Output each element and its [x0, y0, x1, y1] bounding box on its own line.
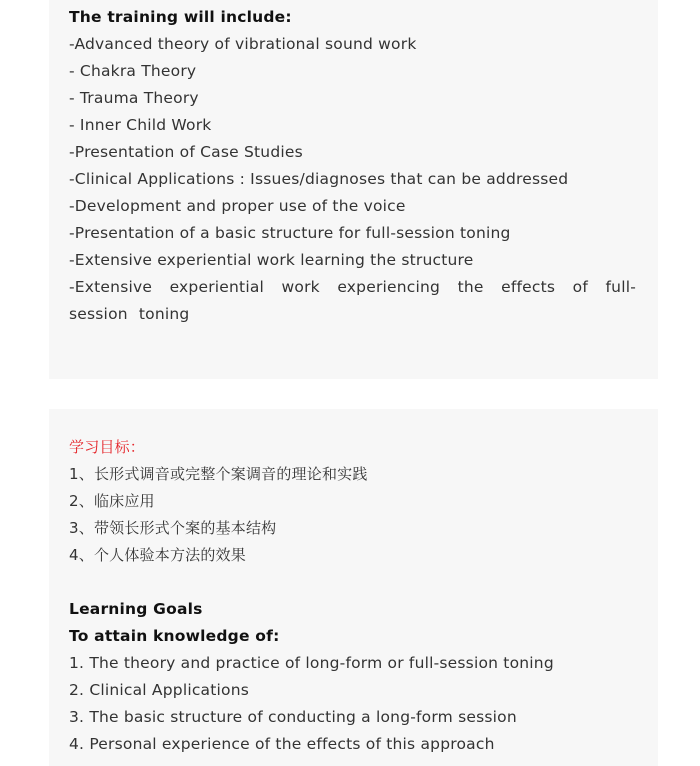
- training-item: - Trauma Theory: [69, 89, 199, 107]
- training-section: [49, 0, 658, 379]
- training-item: -Advanced theory of vibrational sound work: [69, 35, 417, 53]
- goals-en-heading: Learning Goals: [69, 600, 203, 618]
- goals-en-item: 2. Clinical Applications: [69, 681, 250, 699]
- goals-cn-item: 2、临床应用: [69, 492, 155, 510]
- goals-section: [49, 409, 658, 766]
- training-item: -Presentation of a basic structure for full-session toning: [69, 224, 511, 242]
- training-item: - Chakra Theory: [69, 62, 197, 80]
- training-item: -Development and proper use of the voice: [69, 197, 406, 215]
- goals-en-item: 4. Personal experience of the effects of this approach: [69, 735, 495, 753]
- training-item: - Inner Child Work: [69, 116, 212, 134]
- goals-en-subheading: To attain knowledge of:: [69, 627, 280, 645]
- goals-cn-item: 4、个人体验本方法的效果: [69, 546, 246, 564]
- goals-en-item: 1. The theory and practice of long-form or full-session toning: [69, 654, 554, 672]
- goals-en-item: 3. The basic structure of conducting a long-form session: [69, 708, 517, 726]
- goals-cn-heading: 学习目标：: [69, 438, 146, 456]
- goals-cn-item: 3、带领长形式个案的基本结构: [69, 519, 277, 537]
- training-item: -Extensive experiential work experiencing the effects of full-session toning: [69, 278, 636, 323]
- section-spacer: [69, 569, 636, 596]
- training-item: -Presentation of Case Studies: [69, 143, 303, 161]
- training-item: -Clinical Applications : Issues/diagnoses that can be addressed: [69, 170, 569, 188]
- training-item: -Extensive experiential work learning the structure: [69, 251, 474, 269]
- goals-cn-item: 1、长形式调音或完整个案调音的理论和实践: [69, 465, 368, 483]
- training-heading: The training will include:: [69, 8, 292, 26]
